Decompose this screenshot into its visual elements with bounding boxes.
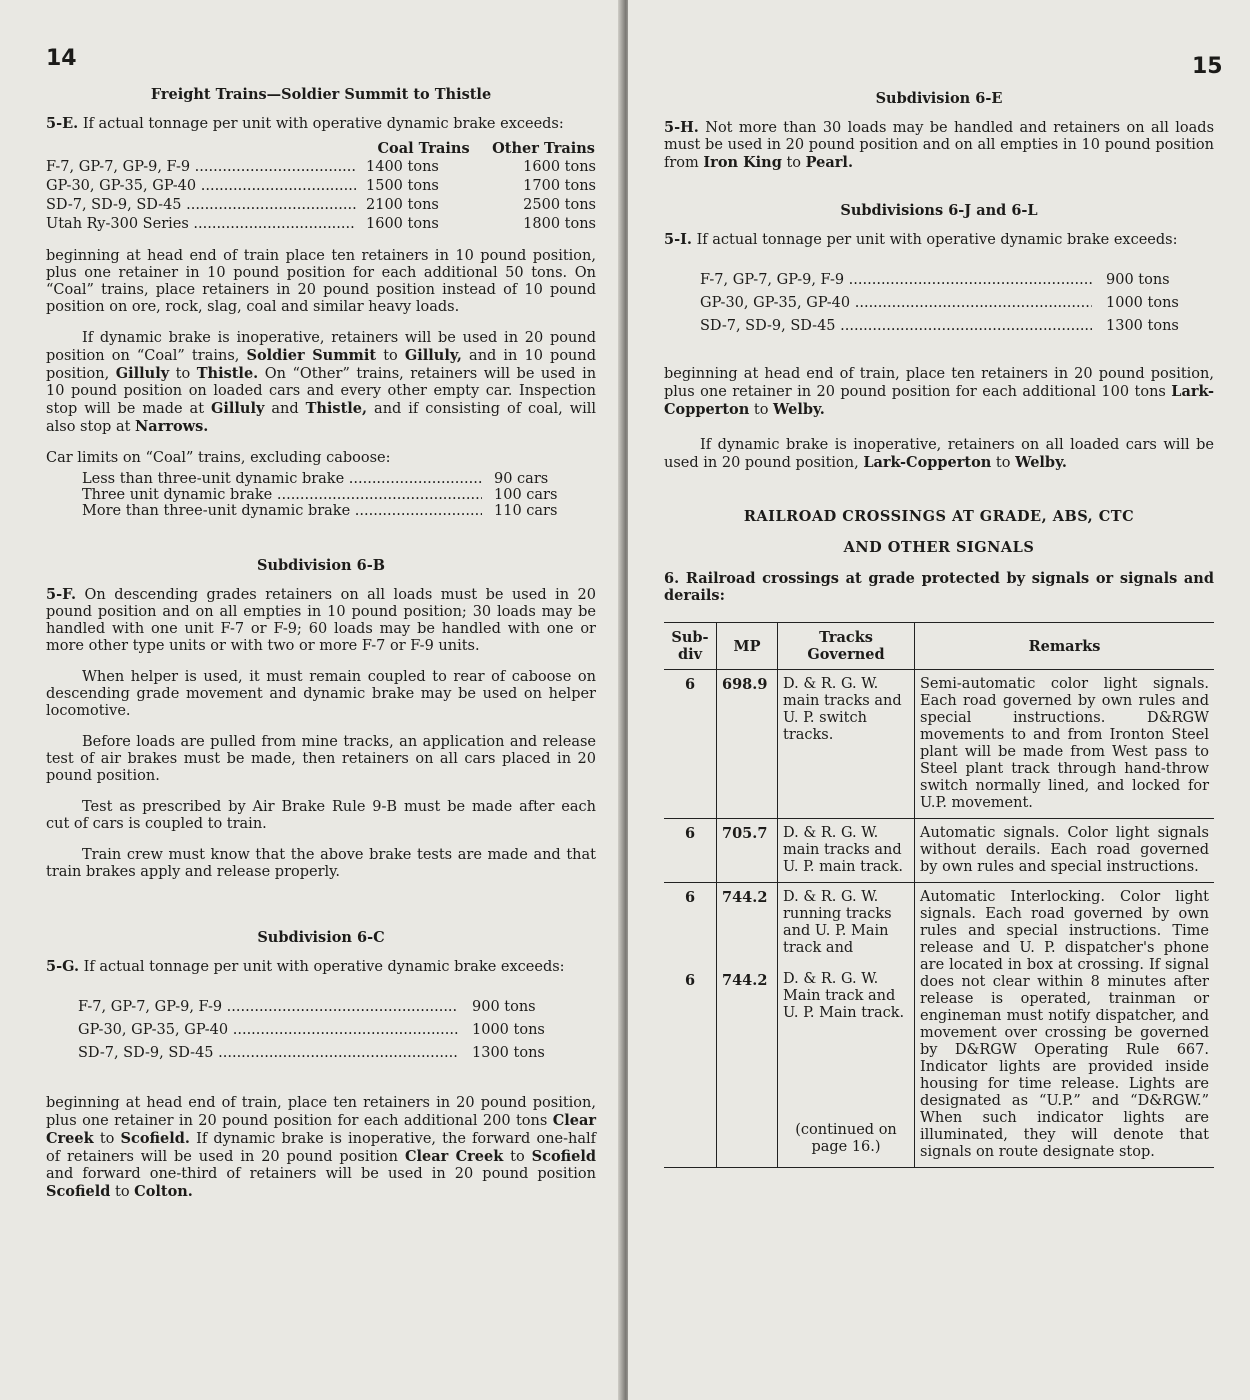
section-heading: Subdivisions 6-J and 6-L [840,202,1038,219]
table-header-row [664,623,1214,670]
paragraph: beginning at head end of train place ten retainers in 10 pound position, plus one retainer in 10 pound position for each additional 50 tons. On “Coal” trains, place retainers in 20 pound position instead of 10 pound position on ore, rock, slag, coal and similar heavy loads. [46,248,596,315]
paragraph: Test as prescribed by Air Brake Rule 9-B must be made after each cut of cars is coupled to train. [46,799,596,832]
table-row: SD-7, SD-9, SD-45 ..... 1300 tons [78,1042,545,1065]
table-row: GP-30, GP-35, GP-40 ..... 1000 tons [700,292,1179,315]
page-number: 14 [46,46,77,71]
col-other-trains: Other Trains [492,140,595,157]
rule-5g: 5-G. If actual tonnage per unit with operative dynamic brake exceeds: [46,958,565,975]
col-mp: MP [717,623,778,670]
paragraph: If dynamic brake is inoperative, retainers on all loaded cars will be used in 20 pound position, Lark-Copperton to Welby. [664,437,1214,471]
section-heading: Subdivision 6-C [257,929,385,946]
page-number: 15 [1192,54,1223,79]
paragraph: Before loads are pulled from mine tracks, an application and release test of air brakes must be made, then retainers on all cars placed in 20 pound position. [46,734,596,784]
table-row: SD-7, SD-9, SD-45 ..... 2100 tons 2500 tons [46,196,596,215]
rule-5i: 5-I. If actual tonnage per unit with operative dynamic brake exceeds: [664,231,1178,248]
section-heading: Subdivision 6-B [256,557,386,574]
tonnage-table-5i [700,269,1179,338]
rule-5h: 5-H. Not more than 30 loads may be handled and retainers on all loads must be used in 20 pound position and on all empties in 10 pound position from Iron King to Pearl. [664,119,1215,171]
paragraph: beginning at head end of train, place ten retainers in 20 pound position, plus one retainer in 20 pound position for each additional 200 tons Clear Creek to Scofield. If dynamic brake is inoperative, the forward one-half of retainers will be used in 20 pound position Clear Creek to Scofield and forward one-third of retainers will be used in 20 pound position Scofield to Colton. [46,1095,597,1200]
paragraph: If dynamic brake is inoperative, retainers will be used in 20 pound position on “Coal” trains, Soldier Summit to Gilluly, and in 10 pound position, Gilluly to Thistle. On “Other” trains, retainers will be used in 10 pound position on loaded cars and every other empty car. Inspection stop will be made at Gilluly and Thistle, and if consisting of coal, will also stop at Narrows. [46,330,597,435]
paragraph: When helper is used, it must remain coupled to rear of caboose on descending grade movement and dynamic brake may be used on helper locomotive. [46,669,596,719]
rule-5e: 5-E. If actual tonnage per unit with operative dynamic brake exceeds: [46,115,564,132]
col-tracks-governed: Tracks Governed [778,623,915,670]
table-row: Less than three-unit dynamic brake ..... 90 cars [82,471,557,487]
rule-6: 6. Railroad crossings at grade protected by signals or signals and derails: [664,570,1214,604]
table-row: 6 6 744.2 744.2 D. & R. G. W. running tracks and U. P. Main track and D. & R. G. W. Main track and U. P. Main track. (continued on page 16.) Automatic Interlocking. Color light signals. Each road governed by own rules and special instructions. Time release and U. P. dispatcher's phone are located in box at crossing. If signal does not clear within 8 minutes after release is operated, trainman or engineman must notify dispatcher, and movement over crossing be governed by D&RGW Operating Rule 667. Indicator lights are provided inside housing for time release. Lights are designated as “U.P.” and “D&RGW.” When such indicator lights are illuminated, they will denote that signals on route designate stop. [664,883,1214,1168]
table-row: Utah Ry-300 Series ..... 1600 tons 1800 tons [46,215,596,234]
section-heading: RAILROAD CROSSINGS AT GRADE, ABS, CTC [743,508,1135,525]
table-row: 6 698.9 D. & R. G. W. main tracks and U. P. switch tracks. Semi-automatic color light signals. Each road governed by own rules and special instructions. D&RGW movements to and from Ironton Steel plant will be made from West pass to Steel plant track through hand-throw switch normally lined, and locked for U.P. movement. [664,670,1214,819]
continued-note: (continued on page 16.) [795,1122,897,1155]
left-page [0,0,622,1400]
right-page [628,0,1250,1400]
table-row: F-7, GP-7, GP-9, F-9 ..... 1400 tons 1600 tons [46,158,596,177]
paragraph: Train crew must know that the above brake tests are made and that train brakes apply and release properly. [46,847,596,880]
section-heading: AND OTHER SIGNALS [843,539,1035,556]
rule-5f: 5-F. On descending grades retainers on all loads must be used in 20 pound position and on all empties in 10 pound position; 30 loads may be handled with one unit F-7 or F-9; 60 loads may be handled with one or more other type units or with two or more F-7 or F-9 units. [46,586,596,654]
table-row: Three unit dynamic brake ..... 100 cars [82,487,557,503]
col-coal-trains: Coal Trains [377,140,470,157]
car-limits-intro: Car limits on “Coal” trains, excluding caboose: [46,450,391,466]
table-row: 6 705.7 D. & R. G. W. main tracks and U. P. main track. Automatic signals. Color light signals without derails. Each road governed by own rules and special instructions. [664,819,1214,883]
col-subdiv: Sub-div [664,623,717,670]
table-row: GP-30, GP-35, GP-40 ..... 1500 tons 1700 tons [46,177,596,196]
car-limits-table [82,471,557,519]
section-heading: Subdivision 6-E [875,90,1003,107]
crossings-table [664,622,1214,1168]
col-remarks: Remarks [915,623,1215,670]
table-row: More than three-unit dynamic brake ..... 110 cars [82,503,557,519]
table-row: GP-30, GP-35, GP-40 ..... 1000 tons [78,1019,545,1042]
table-row: F-7, GP-7, GP-9, F-9 ..... 900 tons [700,269,1179,292]
section-heading: Freight Trains—Soldier Summit to Thistle [150,86,492,103]
left-column [46,86,596,1215]
table-row: SD-7, SD-9, SD-45 ..... 1300 tons [700,315,1179,338]
tonnage-table-5g [78,996,545,1065]
tonnage-table-5e [46,139,596,234]
right-column [664,90,1214,1168]
table-row: F-7, GP-7, GP-9, F-9 ..... 900 tons [78,996,545,1019]
paragraph: beginning at head end of train, place ten retainers in 20 pound position, plus one retainer in 20 pound position for each additional 100 tons Lark-Copperton to Welby. [664,366,1214,418]
